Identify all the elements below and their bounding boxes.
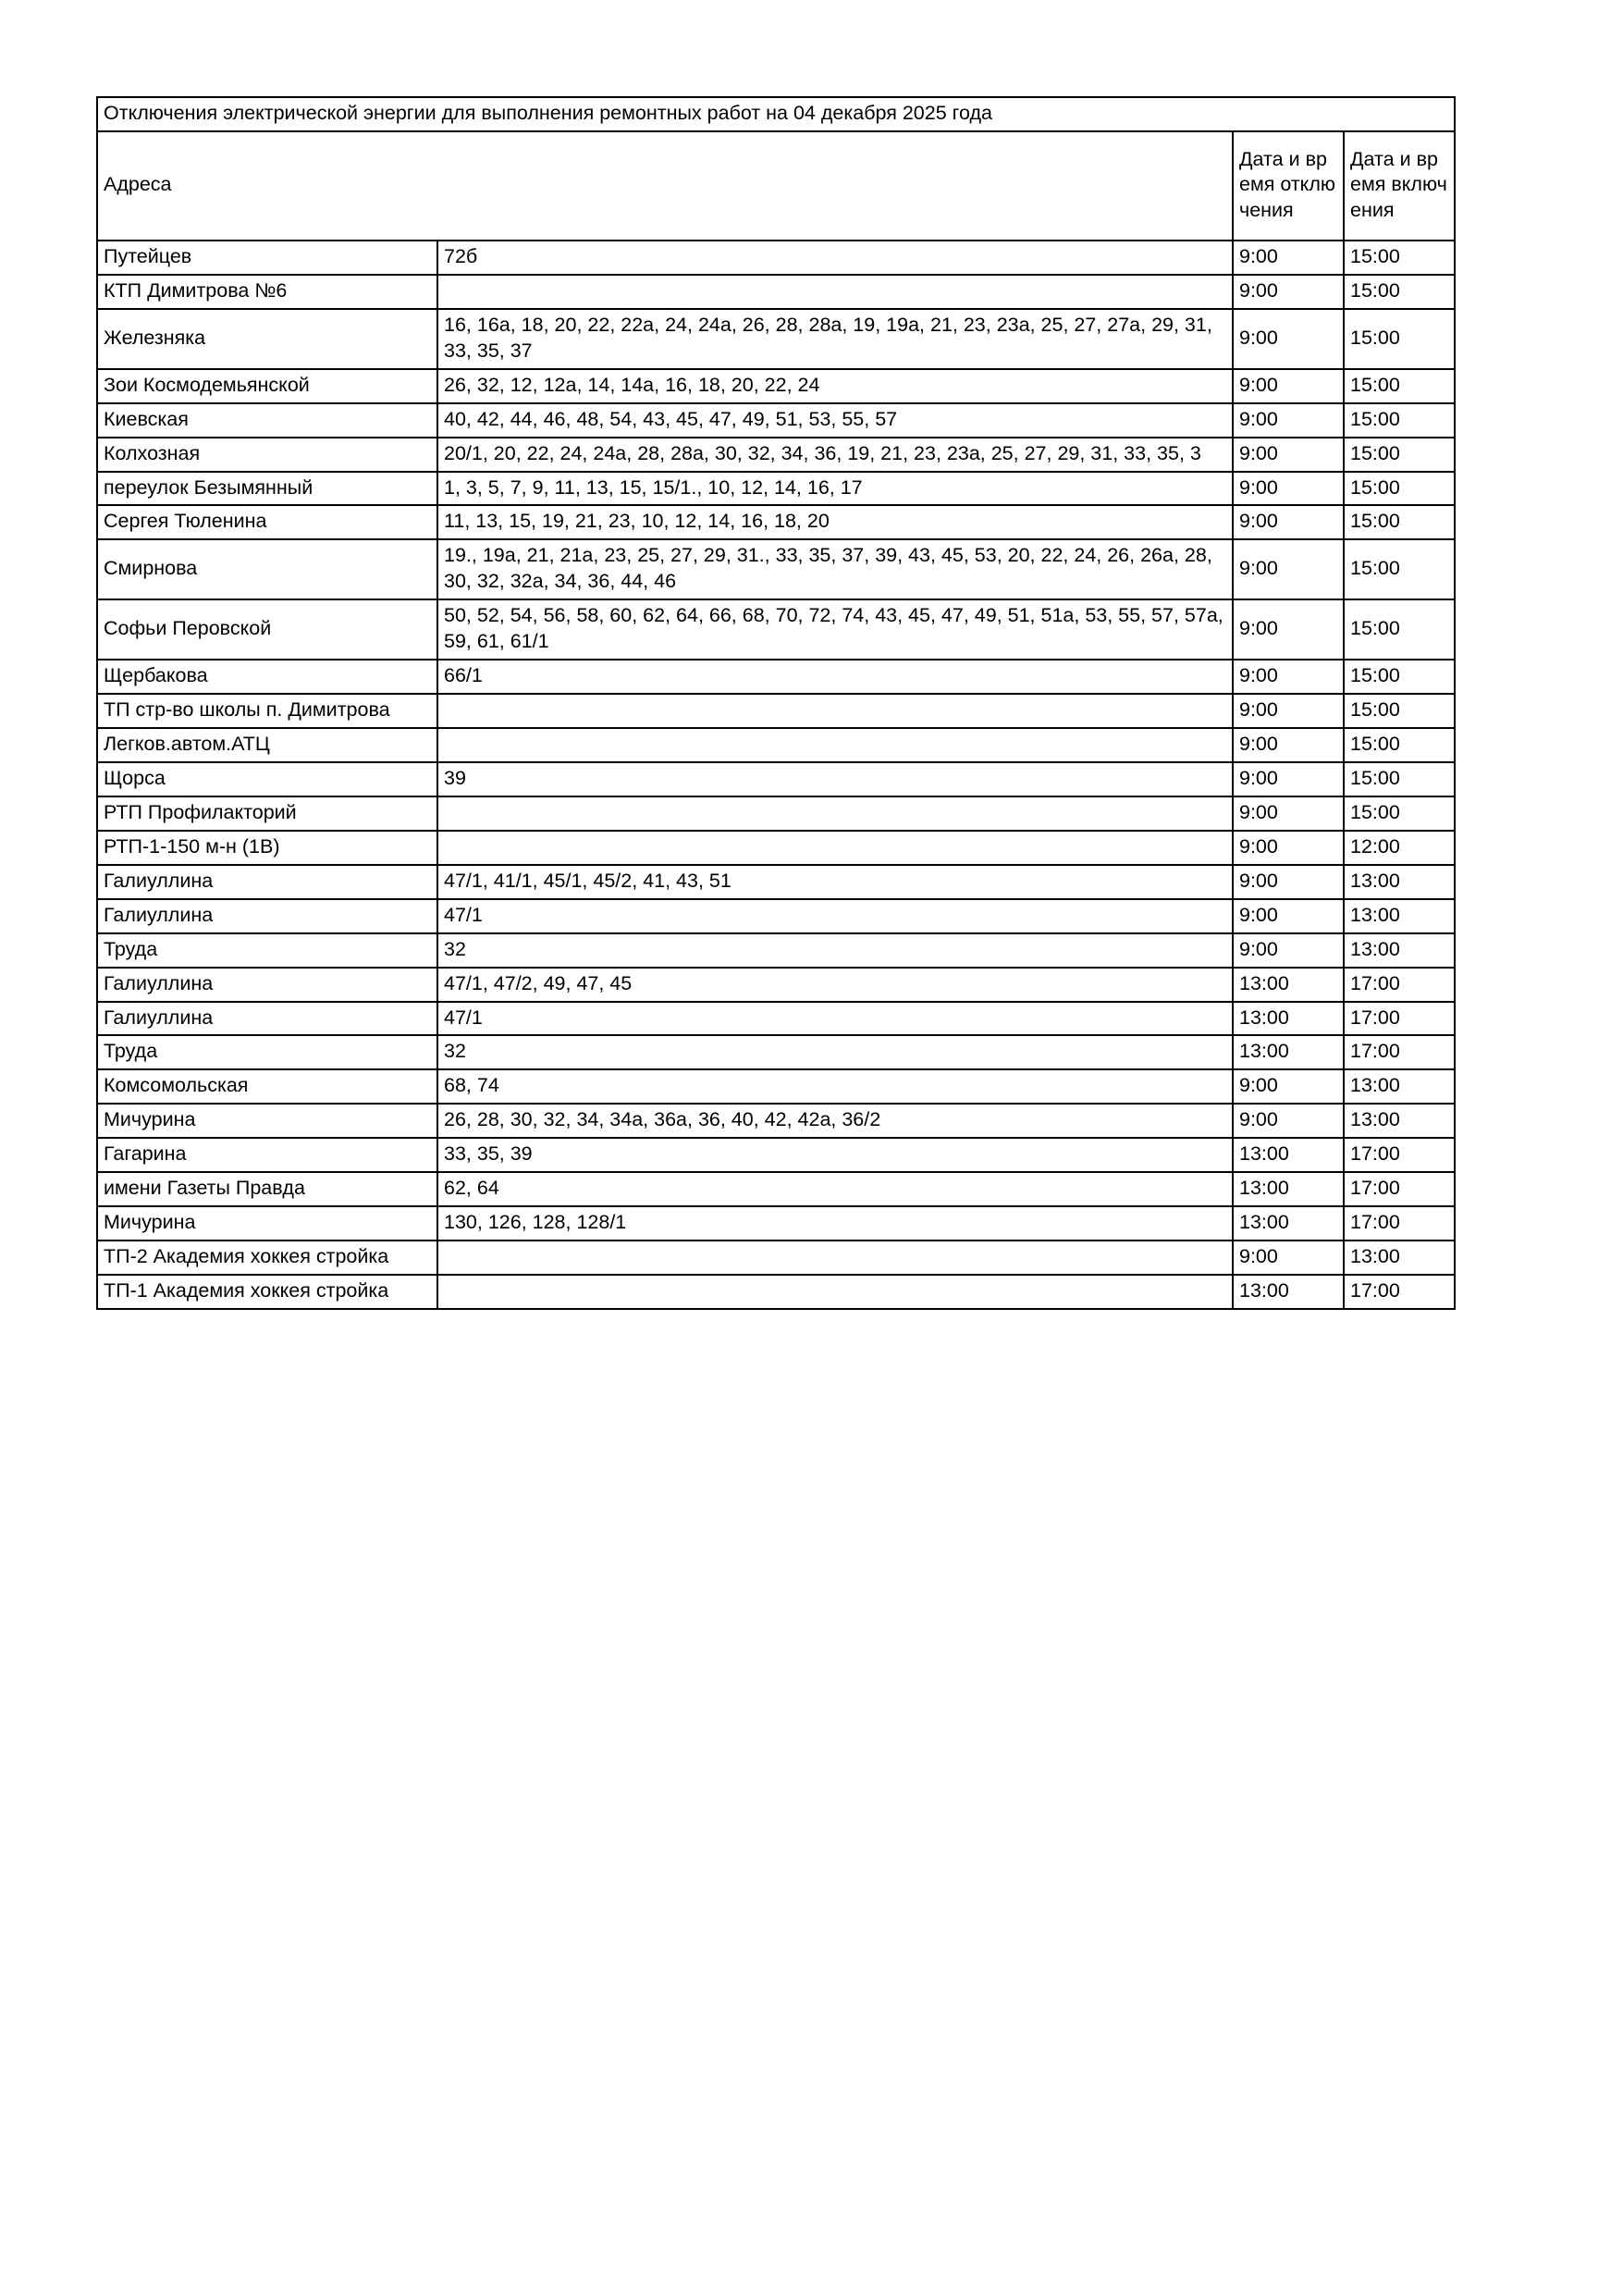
cell-on-time: 17:00 xyxy=(1344,1138,1455,1172)
cell-off-time: 13:00 xyxy=(1233,1035,1344,1069)
cell-house-numbers: 40, 42, 44, 46, 48, 54, 43, 45, 47, 49, 51, 53, 55, 57 xyxy=(437,403,1233,438)
cell-off-time: 9:00 xyxy=(1233,762,1344,796)
header-row xyxy=(97,131,1455,241)
cell-off-time: 9:00 xyxy=(1233,505,1344,539)
cell-house-numbers: 39 xyxy=(437,762,1233,796)
table-row xyxy=(97,539,1455,599)
cell-on-time: 15:00 xyxy=(1344,599,1455,660)
cell-street-name: Щорса xyxy=(97,762,437,796)
cell-off-time: 9:00 xyxy=(1233,1241,1344,1275)
cell-street-name: переулок Безымянный xyxy=(97,472,437,506)
cell-street-name: Сергея Тюленина xyxy=(97,505,437,539)
table-row xyxy=(97,1069,1455,1104)
cell-on-time: 17:00 xyxy=(1344,1035,1455,1069)
cell-house-numbers: 20/1, 20, 22, 24, 24а, 28, 28а, 30, 32, 34, 36, 19, 21, 23, 23а, 25, 27, 29, 31, 33, 35, 3 xyxy=(437,438,1233,472)
cell-street-name: Колхозная xyxy=(97,438,437,472)
cell-on-time: 15:00 xyxy=(1344,369,1455,403)
cell-on-time: 15:00 xyxy=(1344,472,1455,506)
cell-on-time: 13:00 xyxy=(1344,899,1455,933)
cell-on-time: 17:00 xyxy=(1344,1275,1455,1309)
cell-street-name: Софьи Перовской xyxy=(97,599,437,660)
cell-on-time: 15:00 xyxy=(1344,694,1455,728)
cell-on-time: 13:00 xyxy=(1344,1104,1455,1138)
table-row xyxy=(97,1002,1455,1036)
cell-street-name: РТП Профилакторий xyxy=(97,796,437,831)
cell-street-name: Щербакова xyxy=(97,660,437,694)
table-row xyxy=(97,599,1455,660)
cell-house-numbers: 47/1 xyxy=(437,1002,1233,1036)
table-row xyxy=(97,728,1455,762)
cell-off-time: 9:00 xyxy=(1233,865,1344,899)
cell-street-name: Зои Космодемьянской xyxy=(97,369,437,403)
cell-house-numbers: 62, 64 xyxy=(437,1172,1233,1206)
cell-on-time: 17:00 xyxy=(1344,968,1455,1002)
cell-street-name: Труда xyxy=(97,1035,437,1069)
cell-on-time: 15:00 xyxy=(1344,796,1455,831)
outage-schedule-table xyxy=(96,96,1456,1310)
cell-street-name: Мичурина xyxy=(97,1206,437,1241)
cell-off-time: 13:00 xyxy=(1233,968,1344,1002)
cell-street-name: Легков.автом.АТЦ xyxy=(97,728,437,762)
table-row xyxy=(97,660,1455,694)
cell-off-time: 13:00 xyxy=(1233,1002,1344,1036)
cell-on-time: 15:00 xyxy=(1344,309,1455,369)
cell-house-numbers: 26, 28, 30, 32, 34, 34а, 36а, 36, 40, 42, 42а, 36/2 xyxy=(437,1104,1233,1138)
cell-off-time: 9:00 xyxy=(1233,275,1344,309)
document-title: Отключения электрической энергии для выполнения ремонтных работ на 04 декабря 2025 года xyxy=(97,97,1455,131)
data-rows-body xyxy=(97,241,1455,1309)
table-row xyxy=(97,1104,1455,1138)
cell-street-name: Смирнова xyxy=(97,539,437,599)
table-row xyxy=(97,1172,1455,1206)
cell-street-name: Галиуллина xyxy=(97,1002,437,1036)
table-row xyxy=(97,933,1455,968)
cell-on-time: 15:00 xyxy=(1344,762,1455,796)
table-row xyxy=(97,1241,1455,1275)
cell-on-time: 17:00 xyxy=(1344,1002,1455,1036)
cell-on-time: 17:00 xyxy=(1344,1206,1455,1241)
cell-on-time: 15:00 xyxy=(1344,505,1455,539)
table-row xyxy=(97,1035,1455,1069)
table-row xyxy=(97,694,1455,728)
cell-on-time: 15:00 xyxy=(1344,241,1455,275)
table-row xyxy=(97,241,1455,275)
column-header-addresses: Адреса xyxy=(97,131,1233,241)
cell-off-time: 9:00 xyxy=(1233,933,1344,968)
cell-street-name: Киевская xyxy=(97,403,437,438)
cell-house-numbers: 66/1 xyxy=(437,660,1233,694)
cell-street-name: Галиуллина xyxy=(97,968,437,1002)
table-row xyxy=(97,831,1455,865)
cell-off-time: 9:00 xyxy=(1233,472,1344,506)
cell-house-numbers xyxy=(437,694,1233,728)
table-row xyxy=(97,796,1455,831)
cell-off-time: 9:00 xyxy=(1233,1104,1344,1138)
cell-street-name: Мичурина xyxy=(97,1104,437,1138)
cell-off-time: 9:00 xyxy=(1233,831,1344,865)
cell-house-numbers xyxy=(437,728,1233,762)
table-row xyxy=(97,899,1455,933)
cell-off-time: 13:00 xyxy=(1233,1172,1344,1206)
cell-on-time: 13:00 xyxy=(1344,865,1455,899)
cell-off-time: 9:00 xyxy=(1233,309,1344,369)
cell-house-numbers: 72б xyxy=(437,241,1233,275)
cell-off-time: 9:00 xyxy=(1233,438,1344,472)
cell-house-numbers xyxy=(437,796,1233,831)
cell-on-time: 15:00 xyxy=(1344,728,1455,762)
cell-house-numbers xyxy=(437,1275,1233,1309)
cell-house-numbers: 68, 74 xyxy=(437,1069,1233,1104)
cell-house-numbers xyxy=(437,831,1233,865)
table-row xyxy=(97,403,1455,438)
table-row xyxy=(97,472,1455,506)
cell-off-time: 9:00 xyxy=(1233,403,1344,438)
table-row xyxy=(97,369,1455,403)
cell-street-name: КТП Димитрова №6 xyxy=(97,275,437,309)
table-row xyxy=(97,505,1455,539)
cell-street-name: Галиуллина xyxy=(97,865,437,899)
cell-street-name: Комсомольская xyxy=(97,1069,437,1104)
table-row xyxy=(97,438,1455,472)
cell-street-name: Путейцев xyxy=(97,241,437,275)
cell-street-name: ТП-2 Академия хоккея стройка xyxy=(97,1241,437,1275)
cell-house-numbers: 32 xyxy=(437,933,1233,968)
cell-on-time: 13:00 xyxy=(1344,1241,1455,1275)
cell-house-numbers: 47/1 xyxy=(437,899,1233,933)
cell-house-numbers: 16, 16а, 18, 20, 22, 22а, 24, 24а, 26, 28, 28а, 19, 19а, 21, 23, 23а, 25, 27, 27а, 29, 31, 33, 35, 37 xyxy=(437,309,1233,369)
cell-street-name: РТП-1-150 м-н (1В) xyxy=(97,831,437,865)
cell-off-time: 13:00 xyxy=(1233,1275,1344,1309)
cell-off-time: 9:00 xyxy=(1233,369,1344,403)
cell-street-name: ТП-1 Академия хоккея стройка xyxy=(97,1275,437,1309)
cell-off-time: 9:00 xyxy=(1233,660,1344,694)
cell-on-time: 15:00 xyxy=(1344,275,1455,309)
cell-off-time: 9:00 xyxy=(1233,796,1344,831)
table-row xyxy=(97,968,1455,1002)
table-row xyxy=(97,1206,1455,1241)
title-row xyxy=(97,97,1455,131)
cell-house-numbers: 11, 13, 15, 19, 21, 23, 10, 12, 14, 16, 18, 20 xyxy=(437,505,1233,539)
cell-on-time: 15:00 xyxy=(1344,660,1455,694)
cell-street-name: Гагарина xyxy=(97,1138,437,1172)
cell-house-numbers: 47/1, 47/2, 49, 47, 45 xyxy=(437,968,1233,1002)
cell-street-name: Труда xyxy=(97,933,437,968)
cell-street-name: ТП стр-во школы п. Димитрова xyxy=(97,694,437,728)
cell-house-numbers: 130, 126, 128, 128/1 xyxy=(437,1206,1233,1241)
cell-off-time: 9:00 xyxy=(1233,694,1344,728)
table-row xyxy=(97,1275,1455,1309)
table-row xyxy=(97,865,1455,899)
cell-street-name: имени Газеты Правда xyxy=(97,1172,437,1206)
cell-off-time: 9:00 xyxy=(1233,1069,1344,1104)
cell-house-numbers: 33, 35, 39 xyxy=(437,1138,1233,1172)
table-row xyxy=(97,275,1455,309)
cell-house-numbers: 47/1, 41/1, 45/1, 45/2, 41, 43, 51 xyxy=(437,865,1233,899)
table-body xyxy=(97,97,1455,241)
cell-on-time: 13:00 xyxy=(1344,933,1455,968)
cell-off-time: 9:00 xyxy=(1233,728,1344,762)
cell-house-numbers: 1, 3, 5, 7, 9, 11, 13, 15, 15/1., 10, 12, 14, 16, 17 xyxy=(437,472,1233,506)
cell-off-time: 9:00 xyxy=(1233,599,1344,660)
cell-house-numbers: 32 xyxy=(437,1035,1233,1069)
cell-house-numbers xyxy=(437,1241,1233,1275)
column-header-off-time: Дата и время отключения xyxy=(1233,131,1344,241)
cell-on-time: 12:00 xyxy=(1344,831,1455,865)
cell-off-time: 9:00 xyxy=(1233,539,1344,599)
cell-street-name: Железняка xyxy=(97,309,437,369)
cell-on-time: 15:00 xyxy=(1344,438,1455,472)
cell-off-time: 13:00 xyxy=(1233,1206,1344,1241)
cell-street-name: Галиуллина xyxy=(97,899,437,933)
cell-on-time: 15:00 xyxy=(1344,403,1455,438)
cell-off-time: 13:00 xyxy=(1233,1138,1344,1172)
cell-house-numbers: 50, 52, 54, 56, 58, 60, 62, 64, 66, 68, 70, 72, 74, 43, 45, 47, 49, 51, 51а, 53, 55, 57, 57а, 59, 61, 61/1 xyxy=(437,599,1233,660)
cell-on-time: 15:00 xyxy=(1344,539,1455,599)
cell-on-time: 17:00 xyxy=(1344,1172,1455,1206)
cell-off-time: 9:00 xyxy=(1233,241,1344,275)
table-row xyxy=(97,1138,1455,1172)
cell-house-numbers xyxy=(437,275,1233,309)
cell-house-numbers: 19., 19а, 21, 21а, 23, 25, 27, 29, 31., 33, 35, 37, 39, 43, 45, 53, 20, 22, 24, 26, 26а, 28, 30, 32, 32а, 34, 36, 44, 46 xyxy=(437,539,1233,599)
table-row xyxy=(97,309,1455,369)
cell-house-numbers: 26, 32, 12, 12а, 14, 14а, 16, 18, 20, 22, 24 xyxy=(437,369,1233,403)
cell-on-time: 13:00 xyxy=(1344,1069,1455,1104)
table-row xyxy=(97,762,1455,796)
column-header-on-time: Дата и время включения xyxy=(1344,131,1455,241)
cell-off-time: 9:00 xyxy=(1233,899,1344,933)
